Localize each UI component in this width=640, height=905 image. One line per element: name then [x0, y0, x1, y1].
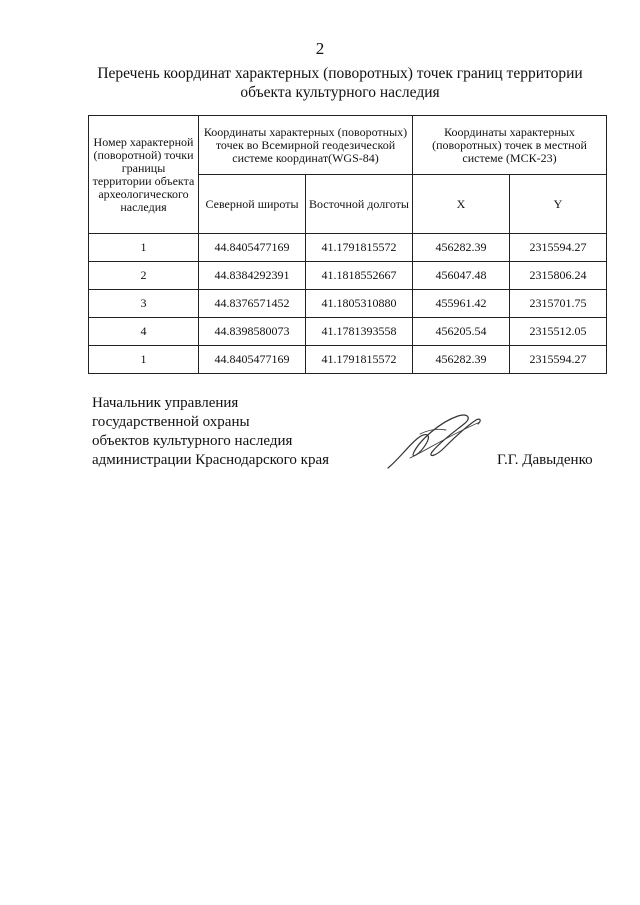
cell-y: 2315594.27 — [510, 234, 607, 262]
document-title — [60, 64, 620, 102]
signer-name: Г.Г. Давыденко — [497, 452, 593, 468]
cell-x: 456205.54 — [413, 318, 510, 346]
cell-longitude: 41.1791815572 — [306, 234, 413, 262]
cell-longitude: 41.1781393558 — [306, 318, 413, 346]
cell-latitude: 44.8384292391 — [199, 262, 306, 290]
handwritten-signature — [380, 408, 490, 473]
table-row — [89, 318, 607, 346]
cell-y: 2315594.27 — [510, 346, 607, 374]
cell-latitude: 44.8405477169 — [199, 346, 306, 374]
cell-x: 456282.39 — [413, 234, 510, 262]
signatory-position — [92, 394, 329, 470]
header-longitude: Восточной долготы — [306, 175, 413, 234]
page-number: 2 — [315, 39, 325, 58]
header-y: Y — [510, 175, 607, 234]
cell-point-number: 1 — [89, 234, 199, 262]
title-line-2: объекта культурного наследия — [240, 84, 440, 101]
position-line-2: государственной охраны — [92, 414, 250, 430]
cell-latitude: 44.8376571452 — [199, 290, 306, 318]
title-line-1: Перечень координат характерных (поворотных) точек границ территории — [97, 65, 583, 82]
cell-longitude: 41.1805310880 — [306, 290, 413, 318]
cell-x: 456047.48 — [413, 262, 510, 290]
cell-y: 2315701.75 — [510, 290, 607, 318]
header-msk23-group: Координаты характерных (поворотных) точек в местной системе (МСК-23) — [413, 116, 607, 175]
table-row — [89, 262, 607, 290]
cell-latitude: 44.8398580073 — [199, 318, 306, 346]
header-wgs84-group: Координаты характерных (поворотных) точек во Всемирной геодезической системе координат(WGS-84) — [199, 116, 413, 175]
header-latitude: Северной широты — [199, 175, 306, 234]
cell-point-number: 3 — [89, 290, 199, 318]
cell-y: 2315512.05 — [510, 318, 607, 346]
position-line-1: Начальник управления — [92, 395, 239, 411]
table-row — [89, 290, 607, 318]
cell-longitude: 41.1791815572 — [306, 346, 413, 374]
cell-point-number: 2 — [89, 262, 199, 290]
cell-y: 2315806.24 — [510, 262, 607, 290]
table-row — [89, 346, 607, 374]
position-line-4: администрации Краснодарского края — [92, 452, 330, 468]
table-row — [89, 234, 607, 262]
cell-x: 456282.39 — [413, 346, 510, 374]
header-x: X — [413, 175, 510, 234]
cell-point-number: 1 — [89, 346, 199, 374]
cell-point-number: 4 — [89, 318, 199, 346]
position-line-3: объектов культурного наследия — [92, 433, 293, 449]
cell-latitude: 44.8405477169 — [199, 234, 306, 262]
header-point-number: Номер характерной (поворотной) точки границы территории объекта археологического наследия — [89, 116, 199, 234]
cell-x: 455961.42 — [413, 290, 510, 318]
coordinates-table — [88, 115, 607, 374]
cell-longitude: 41.1818552667 — [306, 262, 413, 290]
